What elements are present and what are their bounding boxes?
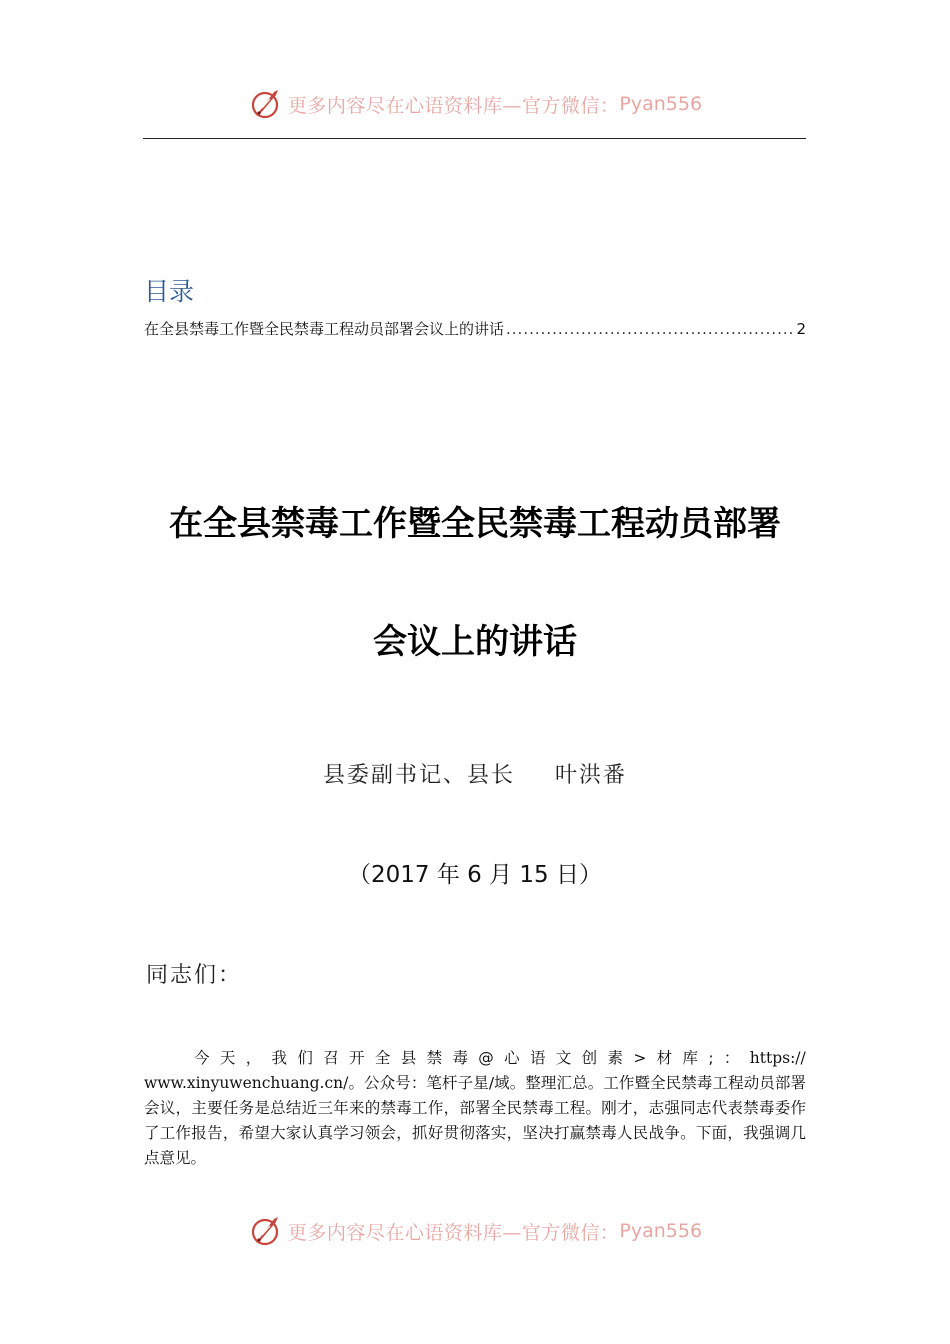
banner-text: 更多内容尽在心语资料库—官方微信：	[287, 1221, 620, 1244]
banner-text: 更多内容尽在心语资料库—官方微信：	[287, 94, 620, 117]
quill-logo-icon	[248, 86, 284, 122]
paragraph-first-line-char: 心	[504, 1049, 520, 1067]
paragraph-first-line-char: 们	[297, 1049, 313, 1067]
paragraph-first-line-char: 素	[607, 1049, 623, 1067]
header-banner	[0, 84, 950, 124]
toc-entry-page[interactable]: 2	[796, 320, 806, 338]
header-rule	[143, 138, 806, 139]
paragraph-first-line-char: 文	[555, 1049, 572, 1067]
paragraph-first-line-char: 开	[349, 1049, 365, 1067]
footer-banner	[0, 1211, 950, 1251]
paragraph-url: www.xinyuwenchuang.cn/	[144, 1074, 349, 1092]
paragraph-first-line-char: 毒	[452, 1049, 468, 1067]
paragraph-first-line-char: https://	[749, 1049, 806, 1067]
body-paragraph	[144, 1046, 806, 1171]
banner-wechat-id: Pyan556	[619, 1220, 703, 1242]
paragraph-first-line-char: 禁	[426, 1049, 443, 1067]
paragraph-rest	[144, 1071, 806, 1171]
document-title-line-1: 在全县禁毒工作暨全民禁毒工程动员部署	[169, 504, 781, 544]
paragraph-first-line-char: >	[633, 1049, 647, 1067]
author-line	[0, 758, 950, 789]
paragraph-first-line-char: 库	[682, 1049, 699, 1067]
paragraph-first-line-char: 我	[271, 1049, 288, 1067]
paragraph-first-line	[144, 1046, 806, 1071]
toc-heading: 目录	[144, 277, 195, 306]
paragraph-first-line-char: 全	[374, 1049, 391, 1067]
toc-entry[interactable]	[144, 318, 806, 339]
speech-date: （2017 年 6 月 15 日）	[348, 862, 602, 888]
paragraph-first-line-char: ：	[723, 1049, 740, 1067]
author-role: 县委副书记、县长	[322, 763, 515, 788]
author-name: 叶洪番	[555, 763, 628, 788]
paragraph-first-line-char: ;	[708, 1049, 714, 1067]
paragraph-first-line-char: 召	[323, 1049, 339, 1067]
paragraph-first-line-char: 材	[656, 1049, 673, 1067]
paragraph-first-line-char: 语	[529, 1049, 546, 1067]
paragraph-first-line-char: 县	[400, 1049, 417, 1067]
paragraph-first-line-char: 创	[581, 1049, 598, 1067]
paragraph-first-line-char: 天	[219, 1049, 236, 1067]
paragraph-text: 。公众号：笔杆子星/域。整理汇总。工作暨全民禁毒工程动员部署会议，主要任务是总结近三年来的禁毒工作，部署全民禁毒工程。刚才，志强同志代表禁毒委作了工作报告，希望大家认真学习领会，抓好贯彻落实，坚决打赢禁毒人民战争。下面，我强调几点意见。	[144, 1074, 806, 1167]
paragraph-first-line-char: ，	[245, 1049, 262, 1067]
quill-logo-icon	[248, 1213, 284, 1249]
salutation: 同志们：	[146, 963, 243, 988]
paragraph-first-line-char: 今	[194, 1049, 210, 1067]
paragraph-first-line-char: @	[478, 1049, 494, 1067]
document-title-line-2: 会议上的讲话	[373, 622, 577, 662]
toc-leader-dots	[506, 320, 794, 338]
banner-wechat-id: Pyan556	[619, 93, 703, 115]
toc-entry-title[interactable]: 在全县禁毒工作暨全民禁毒工程动员部署会议上的讲话	[144, 320, 505, 338]
